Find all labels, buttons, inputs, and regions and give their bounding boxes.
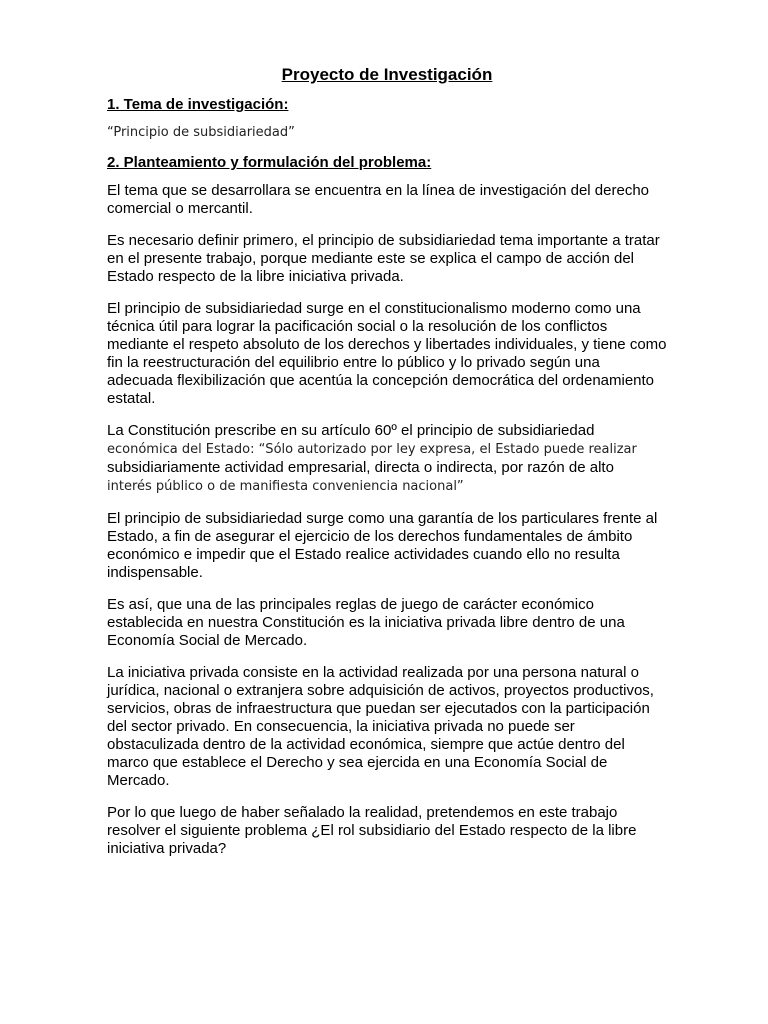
paragraph-5: El principio de subsidiariedad surge como una garantía de los particulares frente al Estado, a fin de asegurar el ejercicio de los derechos fundamentales de ámbito económico e impedir que el Estado realice actividades cuando ello no resulta indispensable. bbox=[107, 510, 658, 581]
constitution-line-2: económica del Estado: “Sólo autorizado por ley expresa, el Estado puede realizar bbox=[107, 442, 637, 457]
paragraph-2: Es necesario definir primero, el principio de subsidiariedad tema importante a tratar en el presente trabajo, porque mediante este se explica el campo de acción del Estado respecto de la libre iniciativa privada. bbox=[107, 232, 660, 285]
constitution-line-3: subsidiariamente actividad empresarial, directa o indirecta, por razón de alto bbox=[107, 459, 614, 476]
section-2-heading: 2. Planteamiento y formulación del problema: bbox=[107, 154, 432, 171]
research-topic: “Principio de subsidiariedad” bbox=[107, 125, 295, 140]
document-title: Proyecto de Investigación bbox=[281, 65, 493, 84]
paragraph-6: Es así, que una de las principales reglas de juego de carácter económico establecida en nuestra Constitución es la iniciativa privada libre dentro de una Economía Social de Mercado. bbox=[107, 596, 625, 649]
paragraph-3: El principio de subsidiariedad surge en el constitucionalismo moderno como una técnica útil para lograr la pacificación social o la resolución de los conflictos mediante el respeto absoluto de los derechos y libertades individuales, y tiene como fin la reestructuración del equilibrio entre lo público y lo privado según una adecuada flexibilización que acentúa la concepción democrática del ordenamiento estatal. bbox=[107, 300, 667, 407]
document-body bbox=[107, 64, 667, 872]
constitution-line-1: La Constitución prescribe en su artículo 60º el principio de subsidiariedad bbox=[107, 422, 595, 439]
paragraph-1: El tema que se desarrollara se encuentra en la línea de investigación del derecho comercial o mercantil. bbox=[107, 182, 650, 217]
paragraph-7: La iniciativa privada consiste en la actividad realizada por una persona natural o jurídica, nacional o extranjera sobre adquisición de activos, proyectos productivos, servicios, obras de infraestructura que puedan ser ejecutados con la participación del sector privado. En consecuencia, la iniciativa privada no puede ser obstaculizada dentro de la actividad económica, siempre que actúe dentro del marco que establece el Derecho y sea ejercida en una Economía Social de Mercado. bbox=[107, 664, 654, 789]
paragraph-8: Por lo que luego de haber señalado la realidad, pretendemos en este trabajo resolver el siguiente problema ¿El rol subsidiario del Estado respecto de la libre iniciativa privada? bbox=[107, 804, 637, 857]
constitution-line-4: interés público o de manifiesta conveniencia nacional” bbox=[107, 479, 464, 494]
section-1-heading: 1. Tema de investigación: bbox=[107, 96, 289, 113]
constitution-paragraph bbox=[107, 422, 667, 496]
